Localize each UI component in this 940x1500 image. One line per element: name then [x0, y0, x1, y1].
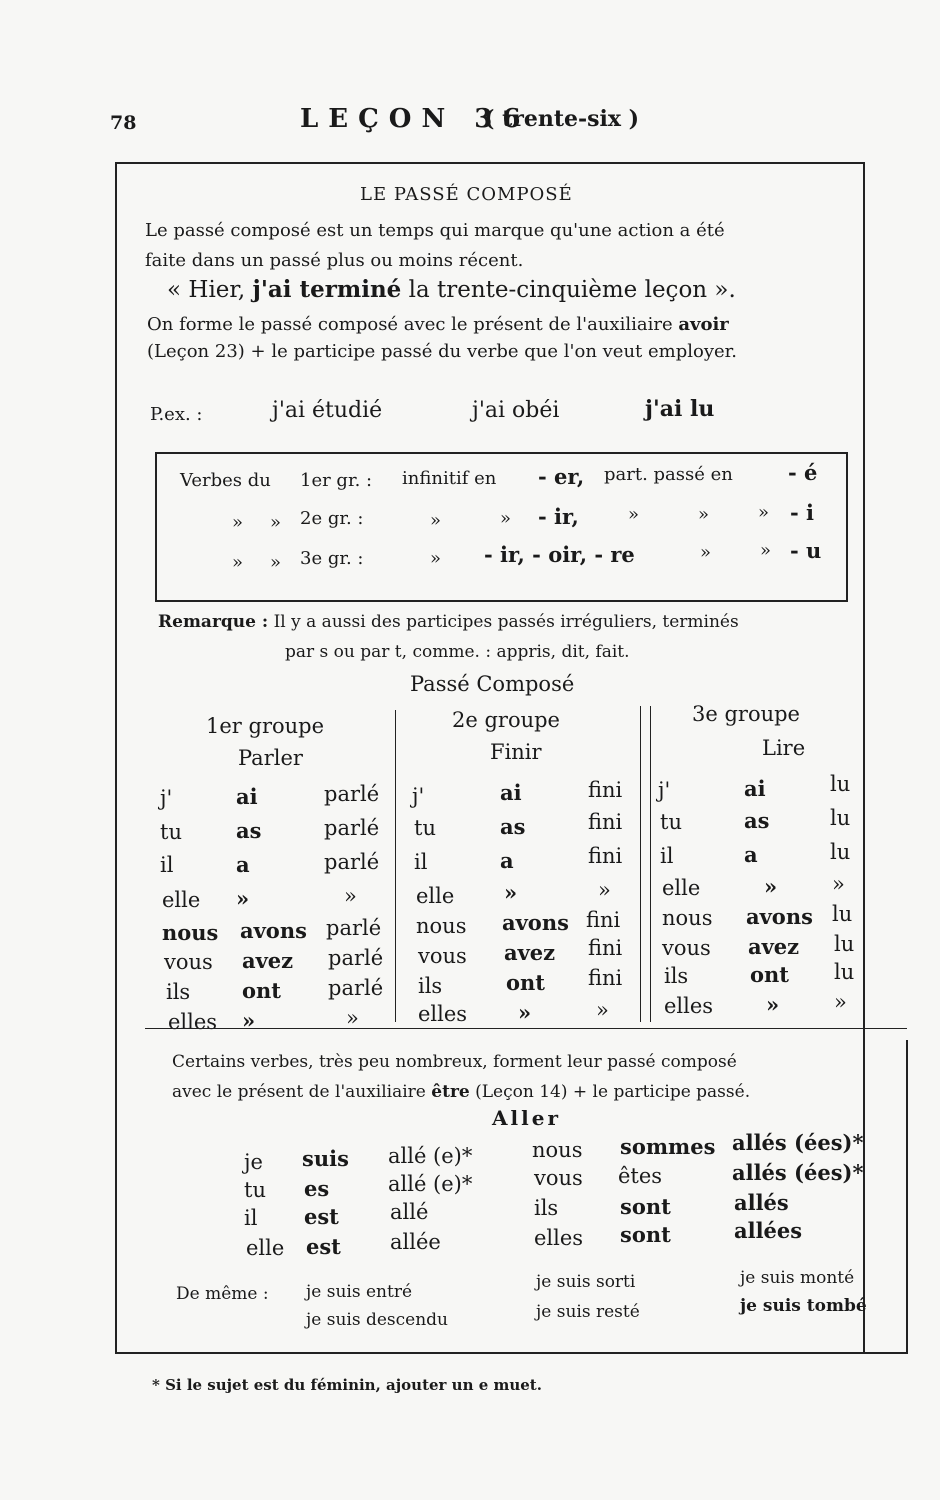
section-title: LE PASSÉ COMPOSÉ: [360, 184, 573, 205]
g3-participle: »: [832, 872, 845, 896]
aller-right-aux: êtes: [618, 1164, 663, 1188]
endings-r3-d: - ir, - oir, - re: [484, 542, 635, 567]
g1-pronoun: ils: [166, 980, 191, 1004]
g2-aux: avons: [502, 910, 569, 935]
g3-participle: lu: [830, 806, 851, 830]
de-meme-item: je suis monté: [740, 1268, 855, 1288]
quote-bold: j'ai terminé: [252, 276, 402, 303]
g2-pronoun: elles: [418, 1002, 468, 1026]
g3-aux: avons: [746, 904, 813, 929]
quote-close: la trente-cinquième leçon ».: [401, 277, 736, 303]
aller-right-pronoun: nous: [532, 1138, 583, 1162]
endings-r2-e2: »: [698, 504, 710, 525]
de-meme-item: je suis entré: [306, 1282, 413, 1302]
g2-aux: avez: [504, 940, 556, 965]
aller-left-participle: allé (e)*: [388, 1172, 473, 1196]
de-meme-label: De même :: [176, 1284, 269, 1304]
g1-participle: parlé: [328, 976, 384, 1000]
etre-line-2: [172, 1082, 750, 1102]
group-2-verb: Finir: [490, 740, 542, 764]
endings-r3-f: - u: [790, 538, 822, 563]
g2-pronoun: nous: [416, 914, 467, 938]
aller-right-aux: sont: [620, 1222, 671, 1247]
aller-left-pronoun: tu: [244, 1178, 266, 1202]
group-3-verb: Lire: [762, 736, 806, 760]
endings-r1-a: Verbes du: [180, 470, 271, 491]
g1-pronoun: j': [160, 786, 173, 810]
endings-r3-e2: »: [760, 540, 772, 561]
g2-pronoun: tu: [414, 816, 436, 840]
g2-pronoun: ils: [418, 974, 443, 998]
formation-line-2: (Leçon 23) + le participe passé du verbe que l'on veut employer.: [147, 341, 738, 362]
endings-r2-f: - i: [790, 500, 815, 525]
endings-r1-e: part. passé en: [604, 464, 733, 485]
column-divider-3: [650, 706, 651, 1022]
example-3: j'ai lu: [645, 396, 715, 422]
aller-left-aux: suis: [302, 1146, 349, 1171]
g2-participle: »: [596, 998, 609, 1022]
footnote: * Si le sujet est du féminin, ajouter un e muet.: [152, 1376, 542, 1394]
aller-right-pronoun: vous: [534, 1166, 583, 1190]
column-divider-1: [395, 710, 396, 1022]
g1-participle: »: [346, 1006, 359, 1030]
group-1-name: 1er groupe: [206, 714, 325, 738]
g3-pronoun: tu: [660, 810, 682, 834]
example-1: j'ai étudié: [272, 398, 383, 423]
g1-aux: »: [242, 1008, 256, 1033]
g1-participle: parlé: [328, 946, 384, 970]
endings-r3-b: 3e gr. :: [300, 548, 364, 569]
g1-pronoun: nous: [162, 920, 219, 945]
endings-r2-e1: »: [628, 504, 640, 525]
de-meme-item: je suis tombé: [740, 1296, 867, 1316]
etre-line-1: Certains verbes, très peu nombreux, forment leur passé composé: [172, 1052, 737, 1072]
g1-aux: a: [236, 852, 250, 877]
endings-r2-a2: »: [270, 512, 282, 533]
g1-pronoun: vous: [164, 950, 213, 974]
endings-r1-f: - é: [788, 460, 818, 485]
g3-pronoun: nous: [662, 906, 713, 930]
g2-participle: »: [598, 878, 611, 902]
endings-r2-a: »: [232, 512, 244, 533]
g2-aux: ont: [506, 970, 545, 995]
aller-left-aux: es: [304, 1176, 330, 1201]
g2-pronoun: vous: [418, 944, 467, 968]
g2-aux: ai: [500, 780, 522, 805]
aller-right-aux: sont: [620, 1194, 671, 1219]
endings-r1-c: infinitif en: [402, 468, 497, 489]
page-number: 78: [110, 112, 137, 134]
g3-participle: lu: [832, 902, 853, 926]
aller-right-participle: allés (ées)*: [732, 1160, 864, 1185]
g3-pronoun: vous: [662, 936, 711, 960]
g2-pronoun: j': [412, 784, 425, 808]
pex-label: P.ex. :: [150, 404, 203, 425]
group-2-name: 2e groupe: [452, 708, 560, 732]
g3-pronoun: j': [658, 778, 671, 802]
aller-left-aux: est: [306, 1234, 341, 1259]
g2-participle: fini: [588, 844, 623, 868]
g3-aux: ont: [750, 962, 789, 987]
section-divider: [145, 1028, 907, 1029]
column-divider-2: [640, 706, 641, 1022]
g3-aux: a: [744, 842, 758, 867]
g3-pronoun: il: [660, 844, 674, 868]
intro-line-2: faite dans un passé plus ou moins récent.: [145, 250, 524, 271]
g1-aux: ont: [242, 978, 281, 1003]
example-2: j'ai obéi: [472, 398, 560, 423]
aller-right-pronoun: ils: [534, 1196, 559, 1220]
g2-pronoun: elle: [416, 884, 455, 908]
g3-aux: avez: [748, 934, 800, 959]
g1-participle: parlé: [324, 816, 380, 840]
g1-pronoun: elle: [162, 888, 201, 912]
g2-pronoun: il: [414, 850, 428, 874]
lesson-title: LEÇON 36: [300, 104, 531, 134]
intro-line-1: Le passé composé est un temps qui marque qu'une action a été: [145, 220, 725, 241]
conjugation-title: Passé Composé: [410, 672, 575, 696]
etre-text-c: (Leçon 14) + le participe passé.: [469, 1082, 751, 1102]
group-3-name: 3e groupe: [692, 702, 800, 726]
aller-right-pronoun: elles: [534, 1226, 584, 1250]
g2-aux: »: [518, 1000, 532, 1025]
g2-participle: fini: [586, 908, 621, 932]
frame-shadow-right: [906, 1040, 908, 1354]
remark-line-2: par s ou par t, comme. : appris, dit, fait.: [285, 642, 630, 662]
g1-aux: avez: [242, 948, 294, 973]
aller-left-pronoun: elle: [246, 1236, 285, 1260]
etre-text-a: avec le présent de l'auxiliaire: [172, 1082, 432, 1102]
g3-aux: as: [744, 808, 770, 833]
g1-pronoun: tu: [160, 820, 182, 844]
frame-shadow-bottom: [150, 1352, 908, 1354]
g2-aux: as: [500, 814, 526, 839]
aller-left-pronoun: il: [244, 1206, 258, 1230]
g3-pronoun: elles: [664, 994, 714, 1018]
g3-aux: ai: [744, 776, 766, 801]
g1-aux: ai: [236, 784, 258, 809]
g1-pronoun: elles: [168, 1010, 218, 1034]
g3-participle: »: [834, 990, 847, 1014]
g2-participle: fini: [588, 966, 623, 990]
aller-left-aux: est: [304, 1204, 339, 1229]
aller-title: Aller: [492, 1106, 561, 1130]
aller-left-participle: allé: [390, 1200, 429, 1224]
g2-participle: fini: [588, 778, 623, 802]
endings-r2-c2: »: [500, 508, 512, 529]
g1-participle: parlé: [324, 850, 380, 874]
aller-right-participle: allés: [734, 1190, 789, 1215]
aller-left-participle: allée: [390, 1230, 441, 1254]
quote-open: « Hier,: [167, 277, 253, 303]
g1-aux: »: [236, 886, 250, 911]
aller-right-participle: allées: [734, 1218, 803, 1243]
endings-r3-c: »: [430, 548, 442, 569]
endings-r2-c: »: [430, 510, 442, 531]
g3-participle: lu: [834, 932, 855, 956]
endings-r3-e1: »: [700, 542, 712, 563]
g3-pronoun: ils: [664, 964, 689, 988]
aller-right-aux: sommes: [620, 1134, 716, 1159]
endings-r3-a: »: [232, 552, 244, 573]
endings-r3-a2: »: [270, 552, 282, 573]
endings-r1-b: 1er gr. :: [300, 470, 373, 491]
g3-pronoun: elle: [662, 876, 701, 900]
de-meme-item: je suis descendu: [306, 1310, 449, 1330]
g1-participle: parlé: [324, 782, 380, 806]
group-1-verb: Parler: [238, 746, 303, 770]
g2-aux: a: [500, 848, 514, 873]
g3-aux: »: [764, 874, 778, 899]
g1-participle: parlé: [326, 916, 382, 940]
endings-r2-e3: »: [758, 502, 770, 523]
g2-participle: fini: [588, 810, 623, 834]
de-meme-item: je suis sorti: [536, 1272, 636, 1292]
g2-participle: fini: [588, 936, 623, 960]
formation-text: On forme le passé composé avec le présent de l'auxiliaire: [147, 314, 679, 335]
g3-aux: »: [766, 992, 780, 1017]
g3-participle: lu: [830, 772, 851, 796]
g2-aux: »: [504, 880, 518, 905]
formation-line-1: [147, 314, 729, 336]
endings-r2-b: 2e gr. :: [300, 508, 364, 529]
lesson-subtitle: ( trente-six ): [484, 106, 640, 132]
endings-r2-d: - ir,: [538, 504, 579, 529]
aller-left-pronoun: je: [244, 1150, 263, 1174]
remark-text: Il y a aussi des participes passés irréguliers, terminés: [273, 612, 739, 632]
aller-right-participle: allés (ées)*: [732, 1130, 864, 1155]
endings-r1-d: - er,: [538, 464, 585, 489]
g3-participle: lu: [830, 840, 851, 864]
example-quote: [167, 276, 736, 303]
remark-line-1: [158, 612, 739, 632]
g1-participle: »: [344, 884, 357, 908]
etre-bold: être: [431, 1082, 470, 1102]
g1-aux: avons: [240, 918, 307, 943]
g1-aux: as: [236, 818, 262, 843]
formation-avoir: avoir: [678, 314, 729, 335]
de-meme-item: je suis resté: [536, 1302, 640, 1322]
aller-left-participle: allé (e)*: [388, 1144, 473, 1168]
remark-label: Remarque :: [158, 612, 269, 632]
g1-pronoun: il: [160, 853, 174, 877]
g3-participle: lu: [834, 960, 855, 984]
